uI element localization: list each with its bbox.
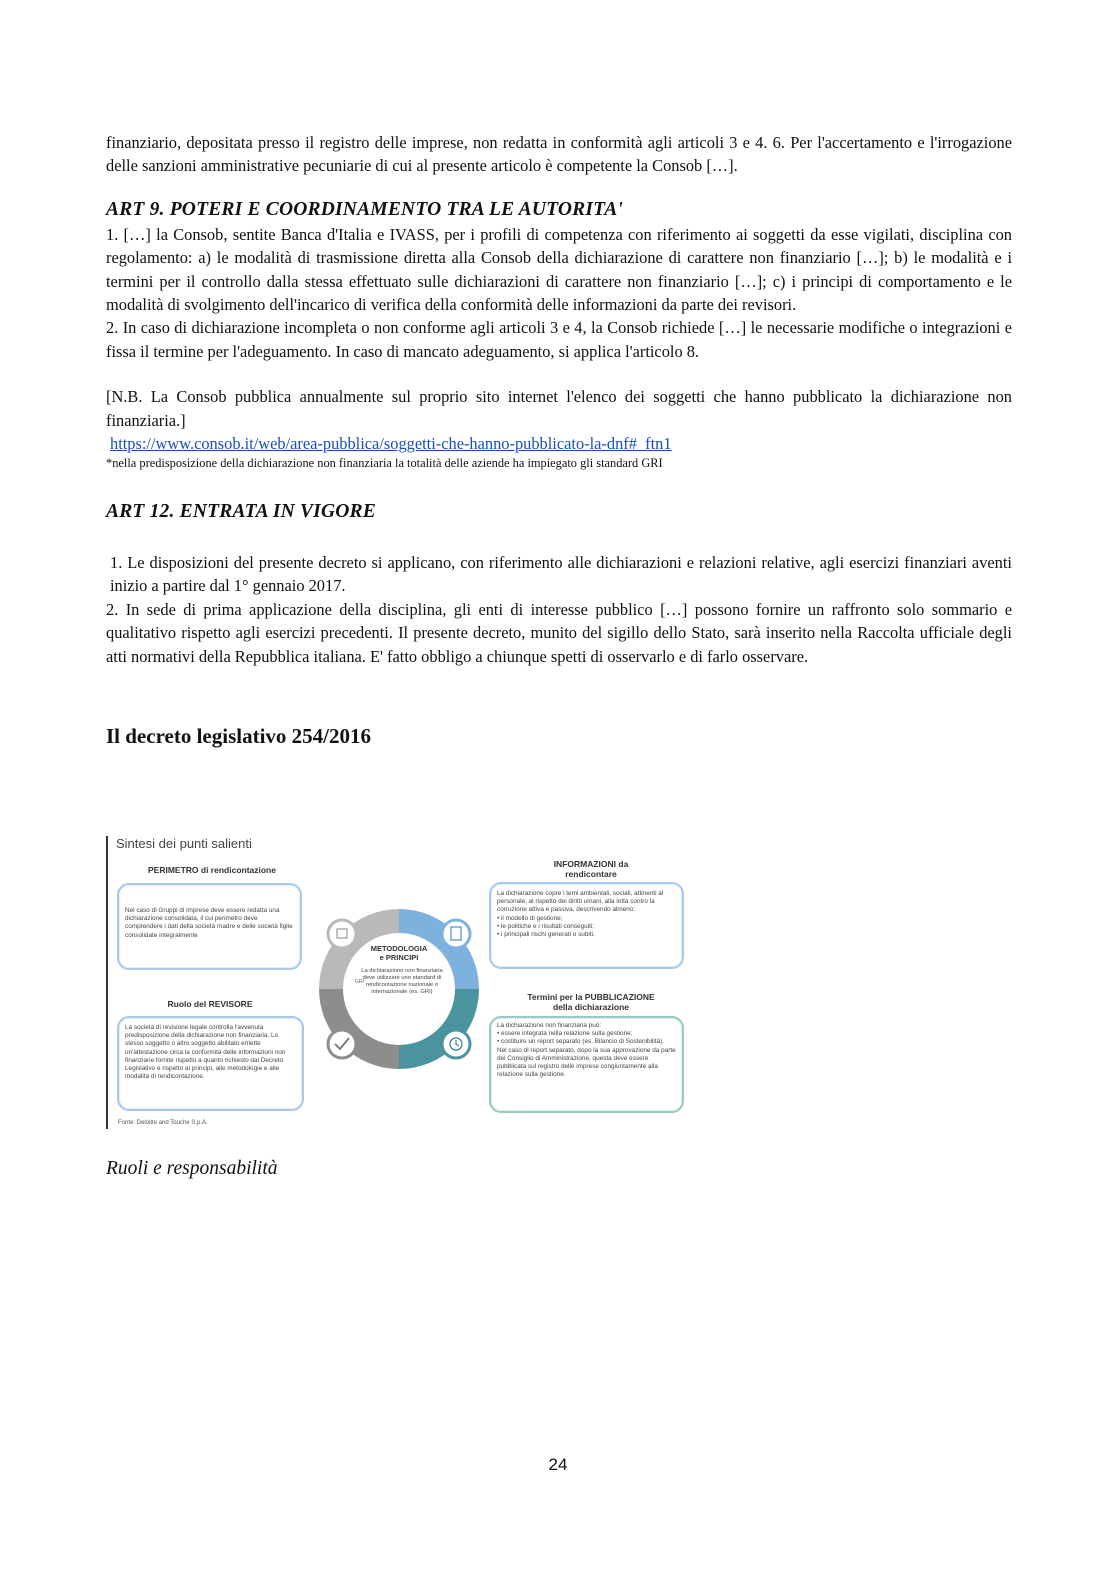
revisore-header: Ruolo del REVISORE bbox=[167, 999, 253, 1009]
info-header-line1: INFORMAZIONI da bbox=[553, 859, 629, 869]
summary-figure bbox=[106, 836, 690, 1129]
info-bullet: • i principali rischi generati o subiti. bbox=[497, 931, 595, 939]
footnote: *nella predisposizione della dichiarazione non finanziaria la totalità delle aziende ha impiegato gli standard GRI bbox=[106, 456, 663, 471]
nb-note: [N.B. La Consob pubblica annualmente sul proprio sito internet l'elenco dei soggetti che hanno pubblicato la dichiarazione non finanziaria.] bbox=[106, 387, 1012, 430]
info-header-line2: rendicontare bbox=[565, 869, 617, 879]
revisore-box bbox=[117, 1016, 304, 1111]
art9-paragraph-2: 2. In caso di dichiarazione incompleta o non conforme agli articoli 3 e 4, la Consob richiede […] le necessarie modifiche o integrazioni e fissa il termine per l'adeguamento. In caso di mancato adeguamento, si applica l'articolo 8. bbox=[106, 318, 1012, 361]
art12-heading: ART 12. ENTRATA IN VIGORE bbox=[106, 501, 376, 523]
figure-source: Fonte: Deloitte and Touche S.p.A. bbox=[118, 1120, 208, 1126]
termini-header bbox=[496, 992, 686, 1012]
art9-heading: ART 9. POTERI E COORDINAMENTO TRA LE AUTORITA' bbox=[106, 198, 624, 220]
center-title: METODOLOGIA e PRINCIPI bbox=[370, 944, 428, 962]
gri-logo: GRI bbox=[355, 979, 364, 985]
page-body bbox=[106, 131, 1012, 749]
info-content bbox=[491, 884, 682, 947]
intro-paragraph: finanziario, depositata presso il registro delle imprese, non redatta in conformità agli articoli 3 e 4. 6. Per l'accertamento e l'irrogazione delle sanzioni amministrative pecuniarie di cui al presente articolo è competente la Consob […]. bbox=[106, 133, 1012, 176]
subtitle: Ruoli e responsabilità bbox=[106, 1158, 278, 1179]
termini-content bbox=[491, 1018, 682, 1087]
perimetro-box bbox=[117, 883, 302, 970]
info-box bbox=[489, 882, 684, 969]
info-bullet: • le politiche e i risultati conseguiti; bbox=[497, 922, 595, 930]
checkmark-icon bbox=[328, 1030, 356, 1058]
consob-link[interactable]: https://www.consob.it/web/area-pubblica/soggetti-che-hanno-pubblicato-la-dnf#_ftn1 bbox=[110, 434, 672, 454]
info-text: La dichiarazione copre i temi ambientali, sociali, attinenti al personale, al rispetto dei diritti umani, alla lotta contro la corruzione attiva e passiva, descrivendo almeno: bbox=[497, 890, 664, 914]
figure-title: Sintesi dei punti salienti bbox=[116, 836, 252, 851]
perimetro-header: PERIMETRO di rendicontazione bbox=[148, 865, 276, 875]
center-text: La dichiarazione non finanziaria deve utilizzare uno standard di rendicontazione nazionale o internazionale (es. GRI) bbox=[361, 968, 443, 995]
termini-text-2: Nel caso di report separato, dopo la sua approvazione da parte del Consiglio di Amministrazione, questa deve essere pubblicata sul registro delle imprese congiuntamente alla relazione sulla gestione. bbox=[497, 1046, 676, 1079]
info-bullet: • il modello di gestione; bbox=[497, 914, 563, 922]
termini-bullet: • costituire un report separato (es. Bilancio di Sostenibilità). bbox=[497, 1038, 665, 1046]
info-header bbox=[496, 859, 686, 879]
page-number: 24 bbox=[548, 1455, 568, 1474]
termini-bullet: • essere integrata nella relazione sulla gestione; bbox=[497, 1030, 633, 1038]
art9-paragraph-1: 1. […] la Consob, sentite Banca d'Italia e IVASS, per i profili di competenza con riferimento ai soggetti da esse vigilati, disciplina con regolamento: a) le modalità di trasmissione diretta alla Consob della dichiarazione di carattere non finanziario […]; b) le modalità e i termini per il controllo dalla stessa effettuato sulle dichiarazioni di carattere non finanziario […]; c) i principi di comportamento e le modalità di svolgimento dell'incarico di verifica della conformità delle informazioni da parte dei revisori. bbox=[106, 224, 1012, 315]
perimetro-text: Nel caso di Gruppi di imprese deve essere redatta una dichiarazione consolidata, il cui perimetro deve comprendere i dati della società madre e delle società figlie consolidate integralmente bbox=[125, 907, 293, 939]
section-title: Il decreto legislativo 254/2016 bbox=[106, 724, 371, 749]
revisore-text: La società di revisione legale controlla l'avvenuta predisposizione della dichiarazione non finanziaria. Lo stesso soggetto o altro soggetto abilitato emette un'attestazione circa la conformità delle informazioni non finanziarie fornite rispetto a quanto richiesto dal Decreto Legislativo e rispetto ai principi, alle metodologie e alle modalità di rendicontazione. bbox=[125, 1024, 286, 1081]
termini-header-line1: Termini per la PUBBLICAZIONE bbox=[527, 992, 655, 1002]
art12-paragraph-2: 2. In sede di prima applicazione della disciplina, gli enti di interesse pubblico […] possono fornire un raffronto solo sommario e qualitativo rispetto agli esercizi precedenti. Il presente decreto, munito del sigillo dello Stato, sarà inserito nella Raccolta ufficiale degli atti normativi della Repubblica italiana. E' fatto obbligo a chiunque spetti di osservarlo e di farlo osservare. bbox=[106, 599, 1012, 666]
termini-text: La dichiarazione non finanziaria può: bbox=[497, 1022, 602, 1029]
document-icon bbox=[442, 920, 470, 948]
termini-box bbox=[489, 1016, 684, 1113]
termini-header-line2: della dichiarazione bbox=[552, 1002, 630, 1012]
art12-paragraph-1: 1. Le disposizioni del presente decreto si applicano, con riferimento alle dichiarazioni e relazioni relative, agli esercizi finanziari aventi inizio a partire dal 1° gennaio 2017. bbox=[110, 553, 1012, 596]
